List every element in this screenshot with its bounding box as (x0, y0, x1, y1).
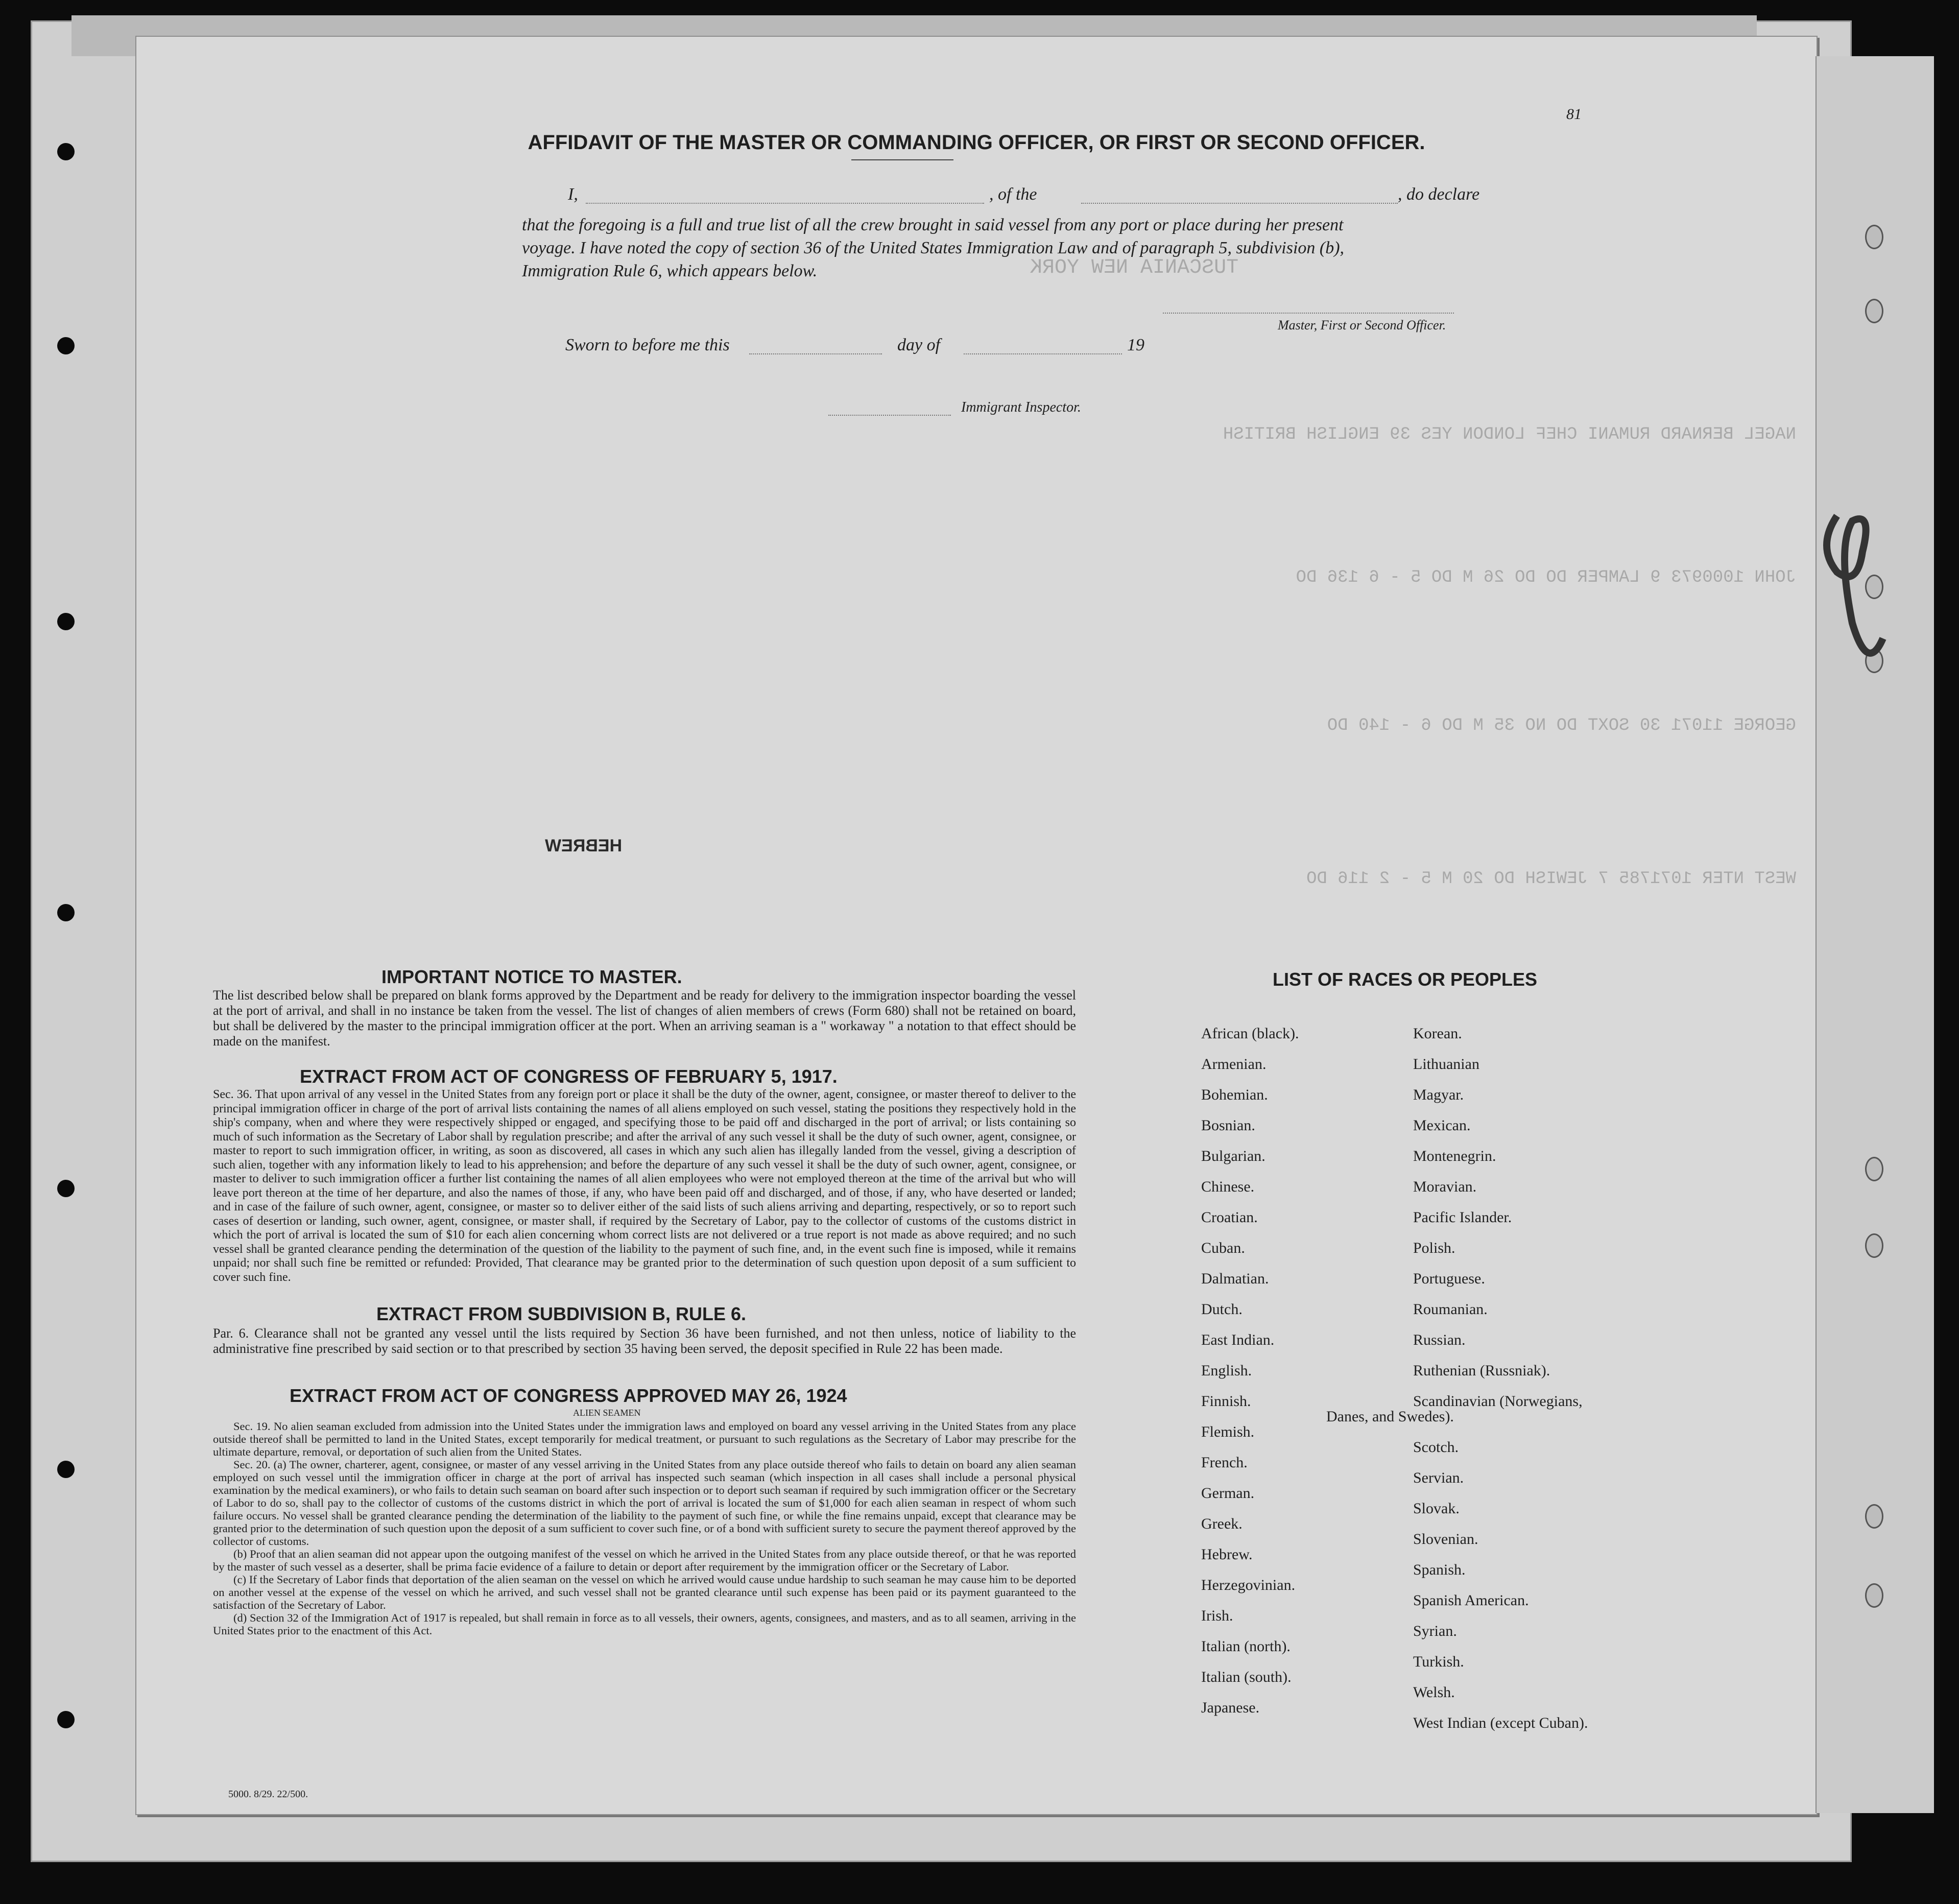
race-item: Polish. (1413, 1240, 1455, 1256)
race-item: Spanish American. (1413, 1592, 1529, 1609)
extract-1924-sec20a: Sec. 20. (a) The owner, charterer, agent, consignee, or master of any vessel arriving in the United States from any place outside thereof who fails to detain on board any alien seaman employed on such vessel until the immigration officer in charge at the port of arrival has inspected such seaman (which inspection in all cases shall include a personal physical examination by the medical examiners), or who fails to detain such seaman on board after such inspection or to deport such seaman if required by such immigration officer or the Secretary of Labor to do so, shall pay to the collector of customs of the customs district in which the port of arrival is located the sum of $1,000 for each alien seaman in respect of whom such failure occurs. No vessel shall be granted clearance pending the determination of the liability to the payment of such fine, or while the fine remains unpaid, except that clearance may be granted prior to the determination of such question upon the deposit of a sum sufficient to cover such fine, or of a bond with sufficient surety to secure the payment thereof approved by the collector of customs. (213, 1458, 1076, 1548)
race-item: Slovak. (1413, 1500, 1460, 1517)
race-item: Syrian. (1413, 1623, 1457, 1639)
master-signature-blank (1163, 313, 1454, 314)
affidavit-title: AFFIDAVIT OF THE MASTER OR COMMANDING OFFICER, OR FIRST OR SECOND OFFICER. (528, 131, 1425, 154)
page-number: 81 (1566, 106, 1582, 123)
sworn-month-blank (964, 353, 1122, 354)
sworn-label: Sworn to before me this (565, 336, 730, 354)
race-item: French. (1201, 1454, 1248, 1471)
binder-hole (57, 1711, 75, 1728)
inspector-label: Immigrant Inspector. (961, 399, 1081, 415)
race-item: Scandinavian (Norwegians, (1413, 1393, 1583, 1410)
extract-1924-sec20c: (c) If the Secretary of Labor finds that deportation of the alien seaman on the vessel on which he arrived would cause undue hardship to such seaman he may cause him to be deported on another vessel at the expense of the vessel on which he arrived, and such vessel shall not be granted clearance until such expense has been paid or its payment guaranteed to the satisfaction of the Secretary of Labor. (213, 1573, 1076, 1611)
binder-hole (57, 1461, 75, 1478)
race-item: Flemish. (1201, 1423, 1255, 1440)
race-item: Finnish. (1201, 1393, 1251, 1410)
race-item: Montenegrin. (1413, 1148, 1496, 1164)
binder-hole (57, 143, 75, 160)
handwritten-mark-icon (1817, 56, 1934, 1813)
race-item: Pacific Islander. (1413, 1209, 1512, 1226)
race-item: East Indian. (1201, 1331, 1275, 1348)
race-item: English. (1201, 1362, 1252, 1379)
race-item: Lithuanian (1413, 1056, 1479, 1073)
race-item: Bosnian. (1201, 1117, 1255, 1134)
binder-hole (57, 904, 75, 921)
extract-1917-text: Sec. 36. That upon arrival of any vessel in the United States from any foreign port or place it shall be the duty of the owner, agent, consignee, or master thereof to deliver to the principal immigration officer in charge of the port of arrival lists containing the names of all aliens employed on such vessel, stating the positions they respectively hold in the ship's company, when and where they were respectively shipped or engaged, and specifying those to be paid off and discharged in the port of arrival; or lists containing so much of such information as the Secretary of Labor shall by regulation prescribe; and after the arrival of any such vessel it shall be the duty of such owner, agent, consignee, or master to report to such immigration officer, in writing, as soon as discovered, all cases in which any such alien has illegally landed from the vessel, giving a description of such alien, together with any information likely to lead to his apprehension; and before the departure of any such vessel it shall be the duty of such owner, agent, consignee, or master to deliver to such immigration officer a further list containing the names of all alien employees who were not employed thereon at the time of the arrival but who will leave port thereon at the time of her departure, and also the names of those, if any, who have been paid off and discharged, and of those, if any, who have deserted or landed; and in case of the failure of such owner, agent, consignee, or master so to deliver either of the said lists of such aliens arriving and departing, respectively, or so to report such cases of desertion or landing, such owner, agent, consignee, or master shall, if required by the Secretary of Labor, pay to the collector of customs of the customs district in which the port of arrival is located the sum of $10 for each alien concerning whom correct lists are not delivered or a true report is not made as above required; and no such vessel shall be granted clearance pending the determination of the question of the liability to the payment of such fine, and, in the event such fine is imposed, while it remains unpaid; nor shall such fine be remitted or refunded: Provided, That clearance may be granted prior to the determination of such question upon deposit of a sum sufficient to cover such fine. (213, 1088, 1076, 1284)
affidavit-body-line2: voyage. I have noted the copy of section 36 of the United States Immigration Law and of paragraph 5, subdivision (b), (522, 239, 1345, 257)
affidavit-body-line1: that the foregoing is a full and true list of all the crew brought in said vessel from any port or place during her present (522, 216, 1344, 234)
race-item: Ruthenian (Russniak). (1413, 1362, 1550, 1379)
form-number: 5000. 8/29. 22/500. (228, 1789, 308, 1800)
race-item: Herzegovinian. (1201, 1577, 1296, 1593)
race-item: Cuban. (1201, 1240, 1245, 1256)
inspector-signature-blank (828, 415, 951, 416)
notice-title: IMPORTANT NOTICE TO MASTER. (381, 966, 682, 987)
hebrew-stamp: HEBREW (545, 836, 623, 855)
race-item: Croatian. (1201, 1209, 1258, 1226)
race-item: Japanese. (1201, 1699, 1260, 1716)
extract-rule6-text: Par. 6. Clearance shall not be granted any vessel until the lists required by Section 36 have been furnished, and not then unless, notice of liability to the administrative fine prescribed by said section or to that prescribed by section 35 having been served, the deposit specified in Rule 22 has been made. (213, 1326, 1076, 1356)
race-item: Greek. (1201, 1515, 1243, 1532)
extract-1917-title: EXTRACT FROM ACT OF CONGRESS OF FEBRUARY 5, 1917. (300, 1066, 838, 1087)
race-item: Italian (south). (1201, 1669, 1292, 1685)
race-item: Chinese. (1201, 1178, 1255, 1195)
race-item: Korean. (1413, 1025, 1462, 1042)
race-item: Servian. (1413, 1469, 1464, 1486)
title-rule (851, 159, 953, 160)
race-item: Moravian. (1413, 1178, 1477, 1195)
of-the-label: , of the (989, 185, 1037, 204)
race-item: Armenian. (1201, 1056, 1267, 1073)
race-item: Magyar. (1413, 1086, 1464, 1103)
binder-hole (57, 613, 75, 630)
extract-1924-text (213, 1420, 1076, 1637)
race-item: Danes, and Swedes). (1326, 1408, 1454, 1425)
race-item: Spanish. (1413, 1561, 1466, 1578)
sworn-day-blank (749, 353, 882, 354)
race-item: Dutch. (1201, 1301, 1243, 1318)
binder-hole (57, 337, 75, 354)
race-item: Russian. (1413, 1331, 1466, 1348)
race-item: German. (1201, 1485, 1255, 1502)
race-item: Welsh. (1413, 1684, 1455, 1701)
extract-1924-sec19: Sec. 19. No alien seaman excluded from admission into the United States under the immigration laws and employed on board any vessel arriving in the United States from any place outside thereof shall be permitted to land in the United States, except temporarily for medical treatment, or pursuant to such regulations as the Secretary of Labor may prescribe for the ultimate departure, removal, or deportation of such alien from the United States. (213, 1420, 1076, 1458)
document-sheet (135, 36, 1818, 1815)
race-item: Hebrew. (1201, 1546, 1253, 1563)
year-label: 19 (1127, 336, 1144, 354)
race-item: Bohemian. (1201, 1086, 1268, 1103)
race-item: Bulgarian. (1201, 1148, 1265, 1164)
race-item: Dalmatian. (1201, 1270, 1269, 1287)
name-blank (586, 203, 984, 204)
show-through-text: TUSCANIA NEW YORK (1030, 256, 1239, 279)
adjacent-page-edge (1815, 56, 1934, 1813)
show-through-row: WEST NTER 1071785 7 JEWISH DO 20 M 5 - 2 116 DO (1306, 869, 1796, 889)
extract-rule6-title: EXTRACT FROM SUBDIVISION B, RULE 6. (376, 1303, 747, 1324)
i-label: I, (568, 185, 578, 204)
extract-1924-title: EXTRACT FROM ACT OF CONGRESS APPROVED MAY 26, 1924 (290, 1385, 847, 1406)
day-of-label: day of (897, 336, 941, 354)
affidavit-body-line3: Immigration Rule 6, which appears below. (522, 261, 818, 280)
show-through-row: JOHN 1000973 9 LAMPER DO DO 26 M DO 5 - 6 136 DO (1296, 568, 1796, 587)
binder-hole (57, 1180, 75, 1197)
extract-1924-sec20d: (d) Section 32 of the Immigration Act of 1917 is repealed, but shall remain in force as to all vessels, their owners, agents, consignees, and masters, and as to all seamen, arriving in the United States prior to the enactment of this Act. (213, 1611, 1076, 1637)
master-label: Master, First or Second Officer. (1278, 318, 1446, 332)
race-item: Slovenian. (1413, 1531, 1478, 1548)
show-through-row: NAGEL BERNARD RUMANI CHEF LONDON YES 39 ENGLISH BRITISH (1223, 425, 1796, 444)
do-declare-label: , do declare (1398, 185, 1480, 204)
race-item: Italian (north). (1201, 1638, 1291, 1655)
show-through-row: GEORGE 11071 30 SOXT DO NO 35 M DO 6 - 140 DO (1327, 716, 1796, 735)
race-item: African (black). (1201, 1025, 1299, 1042)
notice-text: The list described below shall be prepared on blank forms approved by the Department and be ready for delivery to the immigration inspector boarding the vessel at the port of arrival, and shall in no instance be taken from the vessel. The list of changes of alien members of crews (Form 680) shall not be retained on board, but shall be delivered by the master to the principal immigration officer at the port. When an arriving seaman is a " workaway " a notation to that effect should be made on the manifest. (213, 988, 1076, 1049)
race-item: Roumanian. (1413, 1301, 1488, 1318)
race-item: Scotch. (1413, 1439, 1459, 1456)
race-item: Portuguese. (1413, 1270, 1485, 1287)
race-item: West Indian (except Cuban). (1413, 1715, 1588, 1731)
vessel-blank (1081, 203, 1398, 204)
extract-1924-sec20b: (b) Proof that an alien seaman did not appear upon the outgoing manifest of the vessel on which he arrived in the United States from any place outside thereof, or that he was reported by the master of such vessel as a deserter, shall be prima facie evidence of a failure to detain or deport after requirement by the immigration officer or the Secretary of Labor. (213, 1548, 1076, 1573)
race-item: Turkish. (1413, 1653, 1464, 1670)
race-item: Irish. (1201, 1607, 1233, 1624)
races-title: LIST OF RACES OR PEOPLES (1273, 969, 1538, 990)
race-item: Mexican. (1413, 1117, 1471, 1134)
extract-1924-subtitle: ALIEN SEAMEN (573, 1408, 641, 1418)
